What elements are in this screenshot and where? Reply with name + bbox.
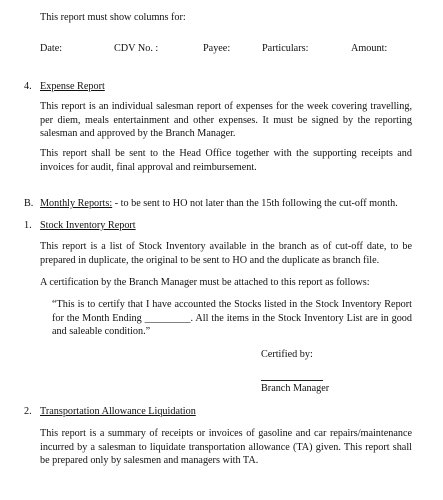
section-b-heading (40, 197, 398, 211)
section-4-paragraph-2: This report shall be sent to the Head Office together with the supporting receipts and invoices for audit, final approval and reimbursement. (40, 148, 412, 173)
certified-by-label: Certified by: (261, 349, 313, 360)
section-b-title: Monthly Reports: (40, 198, 113, 209)
column-date: Date: (40, 43, 63, 54)
section-1-number: 1. (24, 220, 32, 231)
section-4-number: 4. (24, 81, 32, 92)
certification-quote: “This is to certify that I have accounted the Stocks listed in the Stock Inventory Report for the Month Ending _________. All the items in the Stock Inventory List are in good and saleable condition.” (52, 299, 412, 338)
section-1-paragraph-1: This report is a list of Stock Inventory available in the branch as of cut-off date, to be prepared in duplicate, the original to be sent to HO and the duplicate as branch file. (40, 241, 412, 266)
section-1-paragraph-2: A certification by the Branch Manager must be attached to this report as follows: (40, 277, 370, 288)
column-cdv-no: CDV No. : (114, 43, 159, 54)
section-2-paragraph-1: This report is a summary of receipts or invoices of gasoline and car repairs/maintenance incurred by a salesman to liquidate transportation allowance (TA) given. This report shall be prepared only by salesmen and managers with TA. (40, 428, 412, 467)
column-particulars: Particulars: (262, 43, 309, 54)
column-payee: Payee: (203, 43, 231, 54)
section-2-title: Transportation Allowance Liquidation (40, 406, 196, 417)
section-b-description: - to be sent to HO not later than the 15th following the cut-off month. (112, 198, 398, 209)
branch-manager-label: Branch Manager (261, 383, 330, 394)
column-amount: Amount: (351, 43, 388, 54)
section-4-title: Expense Report (40, 81, 105, 92)
section-1-title: Stock Inventory Report (40, 220, 136, 231)
signature-line (261, 380, 323, 381)
section-2-number: 2. (24, 406, 32, 417)
intro-text: This report must show columns for: (40, 12, 186, 23)
section-4-paragraph-1: This report is an individual salesman report of expenses for the week covering travelling, per diem, meals entertainment and other expenses. It must be signed by the reporting salesman and approved by the Branch Manager. (40, 101, 412, 140)
section-b-number: B. (24, 198, 34, 209)
